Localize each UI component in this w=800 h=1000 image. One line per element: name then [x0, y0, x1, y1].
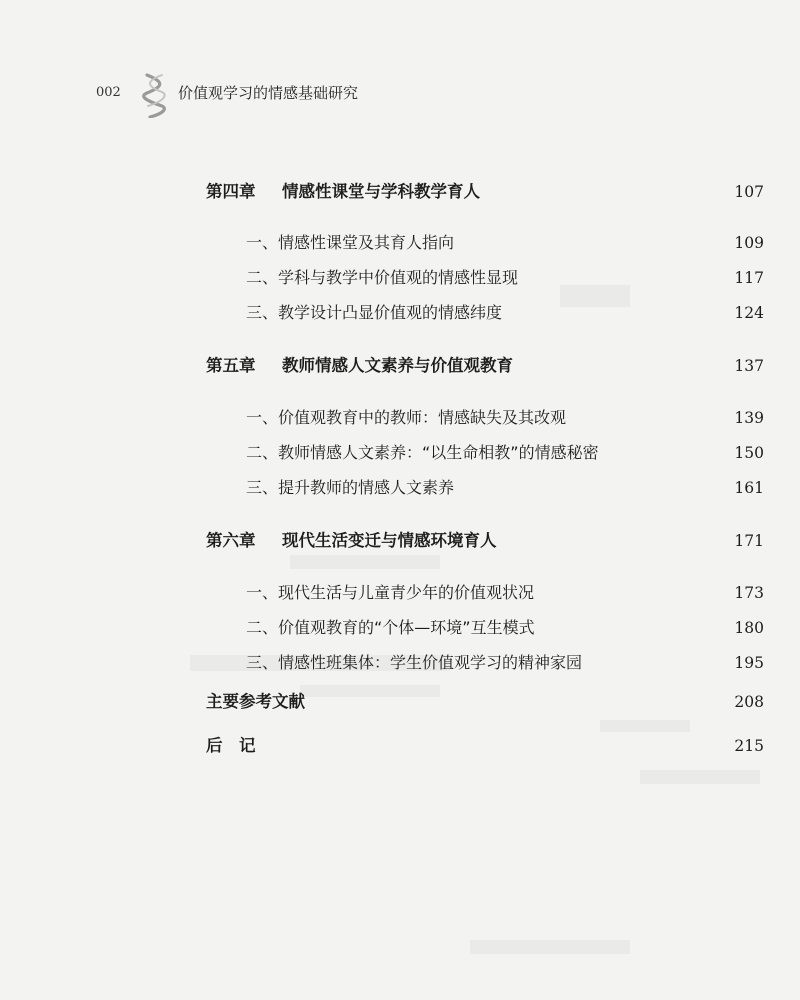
toc-section-row[interactable] [0, 264, 800, 292]
page-number: 171 [734, 532, 764, 550]
toc-section-row[interactable] [0, 229, 800, 257]
chapter-label [206, 178, 480, 206]
chapter-number: 第四章 [206, 182, 256, 201]
page-number: 139 [734, 409, 764, 427]
page-number: 150 [734, 444, 764, 462]
chapter-label [206, 527, 497, 555]
toc-section-row[interactable] [0, 614, 800, 642]
section-title: 三、情感性班集体：学生价值观学习的精神家园 [246, 653, 583, 672]
page-number: 117 [734, 269, 764, 287]
page-number: 173 [734, 584, 764, 602]
book-title: 价值观学习的情感基础研究 [178, 84, 359, 102]
header-page-number: 002 [96, 85, 121, 100]
section-title: 二、教师情感人文素养：“以生命相教”的情感秘密 [246, 443, 599, 462]
chapter-number: 第五章 [206, 356, 256, 375]
section-title: 三、教学设计凸显价值观的情感纬度 [246, 303, 503, 322]
toc-section-row[interactable] [0, 579, 800, 607]
page-number: 124 [734, 304, 764, 322]
toc-chapter-row[interactable] [0, 527, 800, 555]
toc-section-row[interactable] [0, 404, 800, 432]
toc-section-row[interactable] [0, 299, 800, 327]
section-title: 一、情感性课堂及其育人指向 [246, 233, 455, 252]
page-number: 215 [734, 737, 764, 755]
toc-chapter-row[interactable] [0, 352, 800, 380]
section-title: 三、提升教师的情感人文素养 [246, 478, 455, 497]
toc-section-row[interactable] [0, 474, 800, 502]
toc-chapter-row[interactable] [0, 178, 800, 206]
page-number: 208 [734, 693, 764, 711]
toc-section-row[interactable] [0, 649, 800, 677]
page-number: 109 [734, 234, 764, 252]
page-number: 137 [734, 357, 764, 375]
section-title: 一、价值观教育中的教师：情感缺失及其改观 [246, 408, 567, 427]
toc-references-row[interactable] [0, 688, 800, 716]
toc-afterword-row[interactable] [0, 732, 800, 760]
page-number: 180 [734, 619, 764, 637]
page-number: 161 [734, 479, 764, 497]
chapter-title: 情感性课堂与学科教学育人 [282, 182, 480, 201]
chapter-number: 第六章 [206, 531, 256, 550]
chapter-title: 现代生活变迁与情感环境育人 [282, 531, 497, 550]
afterword-title: 后 记 [206, 736, 256, 755]
chapter-label [206, 352, 513, 380]
section-title: 二、价值观教育的“个体—环境”互生模式 [246, 618, 535, 637]
section-title: 二、学科与教学中价值观的情感性显现 [246, 268, 519, 287]
page-number: 107 [734, 183, 764, 201]
page-number: 195 [734, 654, 764, 672]
references-title: 主要参考文献 [206, 692, 305, 711]
chapter-title: 教师情感人文素养与价值观教育 [282, 356, 513, 375]
section-title: 一、现代生活与儿童青少年的价值观状况 [246, 583, 535, 602]
toc-section-row[interactable] [0, 439, 800, 467]
